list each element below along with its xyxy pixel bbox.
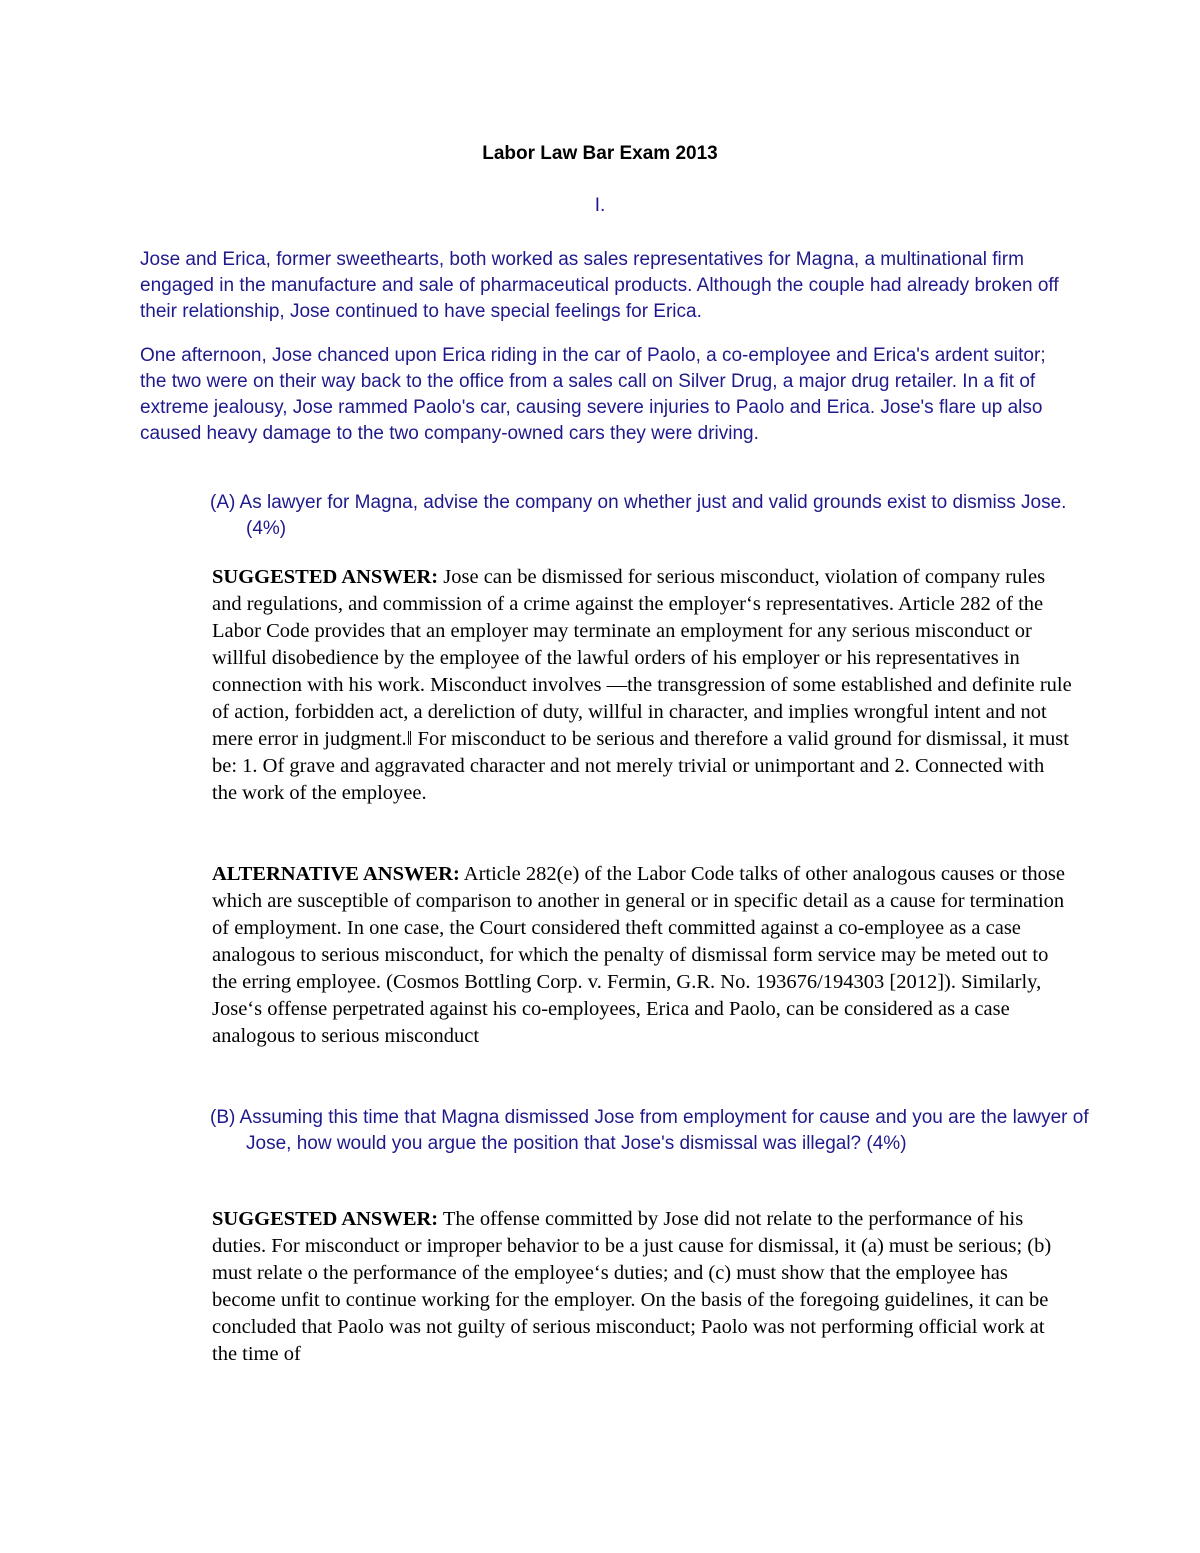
document-title: Labor Law Bar Exam 2013 [482, 143, 718, 164]
answer-a [212, 564, 1072, 807]
section-number: I. [594, 195, 606, 216]
answer-a-label: SUGGESTED ANSWER: [212, 566, 439, 588]
alternative-answer-text: Article 282(e) of the Labor Code talks of other analogous causes or those which are susceptible of comparison to another in general or in specific detail as a cause for termination of employment. In one case, the Court considered theft committed against a co-employee as a case analogous to serious misconduct, for which the penalty of dismissal form service may be meted out to the erring employee. (Cosmos Bottling Corp. v. Fermin, G.R. No. 193676/194303 [2012]). Similarly, Jose‘s offense perpetrated against his co-employees, Erica and Paolo, can be considered as a case analogous to serious misconduct [212, 863, 1065, 1047]
question-b: (B) Assuming this time that Magna dismissed Jose from employment for cause and you are the lawyer of Jose, how would you argue the position that Jose's dismissal was illegal? (4%) [210, 1107, 1089, 1154]
facts-paragraph-2: One afternoon, Jose chanced upon Erica riding in the car of Paolo, a co-employee and Erica's ardent suitor; the two were on their way back to the office from a sales call on Silver Drug, a major drug retailer. In a fit of extreme jealousy, Jose rammed Paolo's car, causing severe injuries to Paolo and Erica. Jose's flare up also caused heavy damage to the two company-owned cars they were driving. [140, 345, 1046, 444]
answer-a-text: Jose can be dismissed for serious misconduct, violation of company rules and regulations, and commission of a crime against the employer‘s representatives. Article 282 of the Labor Code provides that an employer may terminate an employment for any serious misconduct or willful disobedience by the employee of the lawful orders of his employer or his representatives in connection with his work. Misconduct involves ―the transgression of some established and definite rule of action, forbidden act, a dereliction of duty, willful in character, and implies wrongful intent and not mere error in judgment.‖ For misconduct to be serious and therefore a valid ground for dismissal, it must be: 1. Of grave and aggravated character and not merely trivial or unimportant and 2. Connected with the work of the employee. [212, 566, 1072, 804]
answer-b-text: The offense committed by Jose did not relate to the performance of his duties. For misconduct or improper behavior to be a just cause for dismissal, it (a) must be serious; (b) must relate o the performance of the employee‘s duties; and (c) must show that the employee has become unfit to continue working for the employer. On the basis of the foregoing guidelines, it can be concluded that Paolo was not guilty of serious misconduct; Paolo was not performing official work at the time of [212, 1208, 1052, 1365]
question-a: (A) As lawyer for Magna, advise the company on whether just and valid grounds exist to dismiss Jose. (4%) [210, 492, 1067, 539]
answer-b [212, 1206, 1072, 1368]
answer-b-label: SUGGESTED ANSWER: [212, 1208, 439, 1230]
facts-paragraph-1: Jose and Erica, former sweethearts, both worked as sales representatives for Magna, a multinational firm engaged in the manufacture and sale of pharmaceutical products. Although the couple had already broken off their relationship, Jose continued to have special feelings for Erica. [140, 249, 1059, 322]
alternative-answer [212, 861, 1072, 1050]
alternative-answer-label: ALTERNATIVE ANSWER: [212, 863, 460, 885]
